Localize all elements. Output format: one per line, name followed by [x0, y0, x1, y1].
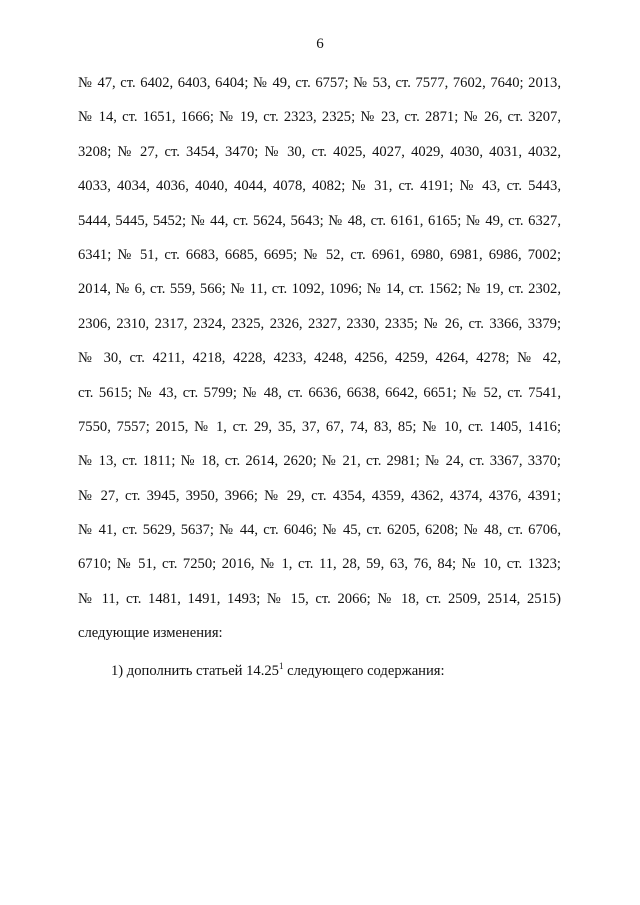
amendment-item: [111, 656, 445, 686]
paragraph-line: 6710; № 51, ст. 7250; 2016, № 1, ст. 11, 28, 59, 63, 76, 84; № 10, ст. 1323;: [78, 556, 561, 573]
paragraph-line: 3208; № 27, ст. 3454, 3470; № 30, ст. 4025, 4027, 4029, 4030, 4031, 4032,: [78, 143, 561, 160]
paragraph-line: № 41, ст. 5629, 5637; № 44, ст. 6046; № 45, ст. 6205, 6208; № 48, ст. 6706,: [78, 522, 561, 539]
paragraph-line: 5444, 5445, 5452; № 44, ст. 5624, 5643; № 48, ст. 6161, 6165; № 49, ст. 6327,: [78, 212, 561, 229]
paragraph-line: 2014, № 6, ст. 559, 566; № 11, ст. 1092, 1096; № 14, ст. 1562; № 19, ст. 2302,: [78, 281, 561, 298]
paragraph-line: № 27, ст. 3945, 3950, 3966; № 29, ст. 4354, 4359, 4362, 4374, 4376, 4391;: [78, 487, 561, 504]
paragraph-line: 4033, 4034, 4036, 4040, 4044, 4078, 4082; № 31, ст. 4191; № 43, ст. 5443,: [78, 178, 561, 195]
paragraph-line: № 14, ст. 1651, 1666; № 19, ст. 2323, 2325; № 23, ст. 2871; № 26, ст. 3207,: [78, 109, 561, 126]
paragraph-line: № 30, ст. 4211, 4218, 4228, 4233, 4248, 4256, 4259, 4264, 4278; № 42,: [78, 350, 561, 367]
amendment-item-superscript: 1: [278, 661, 284, 671]
paragraph-line: № 47, ст. 6402, 6403, 6404; № 49, ст. 6757; № 53, ст. 7577, 7602, 7640; 2013,: [78, 75, 561, 91]
paragraph-line-last: следующие изменения:: [78, 625, 223, 642]
amendment-item-suffix: следующего содержания:: [283, 663, 445, 679]
paragraph-line: № 13, ст. 1811; № 18, ст. 2614, 2620; № 21, ст. 2981; № 24, ст. 3367, 3370;: [78, 453, 561, 470]
paragraph-line: 7550, 7557; 2015, № 1, ст. 29, 35, 37, 67, 74, 83, 85; № 10, ст. 1405, 1416;: [78, 418, 561, 435]
amendment-item-text: 1) дополнить статьей 14.25: [111, 663, 279, 679]
page-number: 6: [316, 36, 324, 52]
paragraph-line: № 11, ст. 1481, 1491, 1493; № 15, ст. 2066; № 18, ст. 2509, 2514, 2515): [78, 590, 561, 607]
paragraph-line: 6341; № 51, ст. 6683, 6685, 6695; № 52, ст. 6961, 6980, 6981, 6986, 7002;: [78, 246, 561, 263]
paragraph-line: 2306, 2310, 2317, 2324, 2325, 2326, 2327, 2330, 2335; № 26, ст. 3366, 3379;: [78, 315, 561, 332]
paragraph-line: ст. 5615; № 43, ст. 5799; № 48, ст. 6636, 6638, 6642, 6651; № 52, ст. 7541,: [78, 384, 561, 401]
body-paragraph: [78, 66, 561, 651]
